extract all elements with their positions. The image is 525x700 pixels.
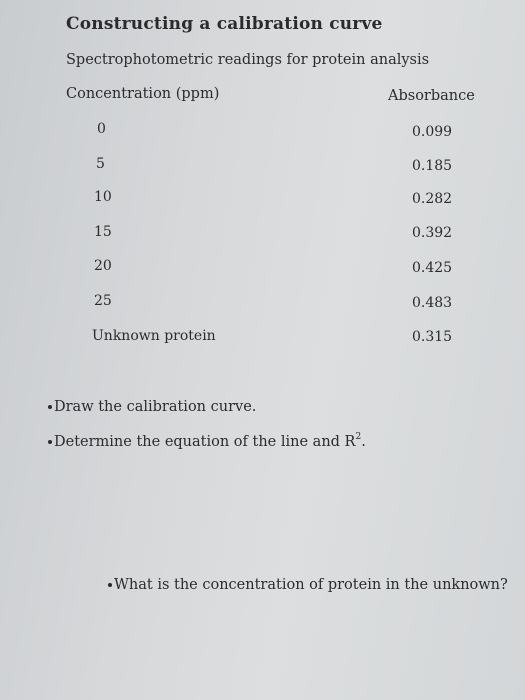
task-unknown-concentration: What is the concentration of protein in the unknown? — [108, 577, 508, 593]
concentration-cell: 0 — [97, 121, 106, 137]
concentration-cell: 25 — [94, 293, 112, 309]
subtitle: Spectrophotometric readings for protein analysis — [66, 52, 430, 68]
concentration-cell: 5 — [96, 156, 105, 172]
bullet-icon — [108, 583, 112, 587]
bullet-icon — [48, 440, 52, 444]
task-equation: Determine the equation of the line and $R^2$. — [48, 434, 366, 450]
absorbance-cell-unknown: 0.315 — [412, 329, 453, 345]
concentration-cell: 15 — [94, 224, 112, 240]
absorbance-cell: 0.392 — [412, 225, 453, 241]
page-title: Constructing a calibration curve — [66, 14, 383, 34]
absorbance-cell: 0.425 — [412, 260, 453, 276]
task-draw-curve: Draw the calibration curve. — [48, 399, 256, 415]
absorbance-cell: 0.483 — [412, 295, 453, 311]
absorbance-cell: 0.282 — [412, 191, 453, 207]
concentration-cell-unknown: Unknown protein — [92, 328, 216, 344]
concentration-cell: 10 — [94, 189, 112, 205]
bullet-icon — [48, 405, 52, 409]
concentration-cell: 20 — [94, 258, 112, 274]
column-header-absorbance: Absorbance — [388, 88, 475, 104]
column-header-concentration: Concentration (ppm) — [66, 86, 220, 102]
absorbance-cell: 0.099 — [412, 124, 453, 140]
absorbance-cell: 0.185 — [412, 158, 453, 174]
